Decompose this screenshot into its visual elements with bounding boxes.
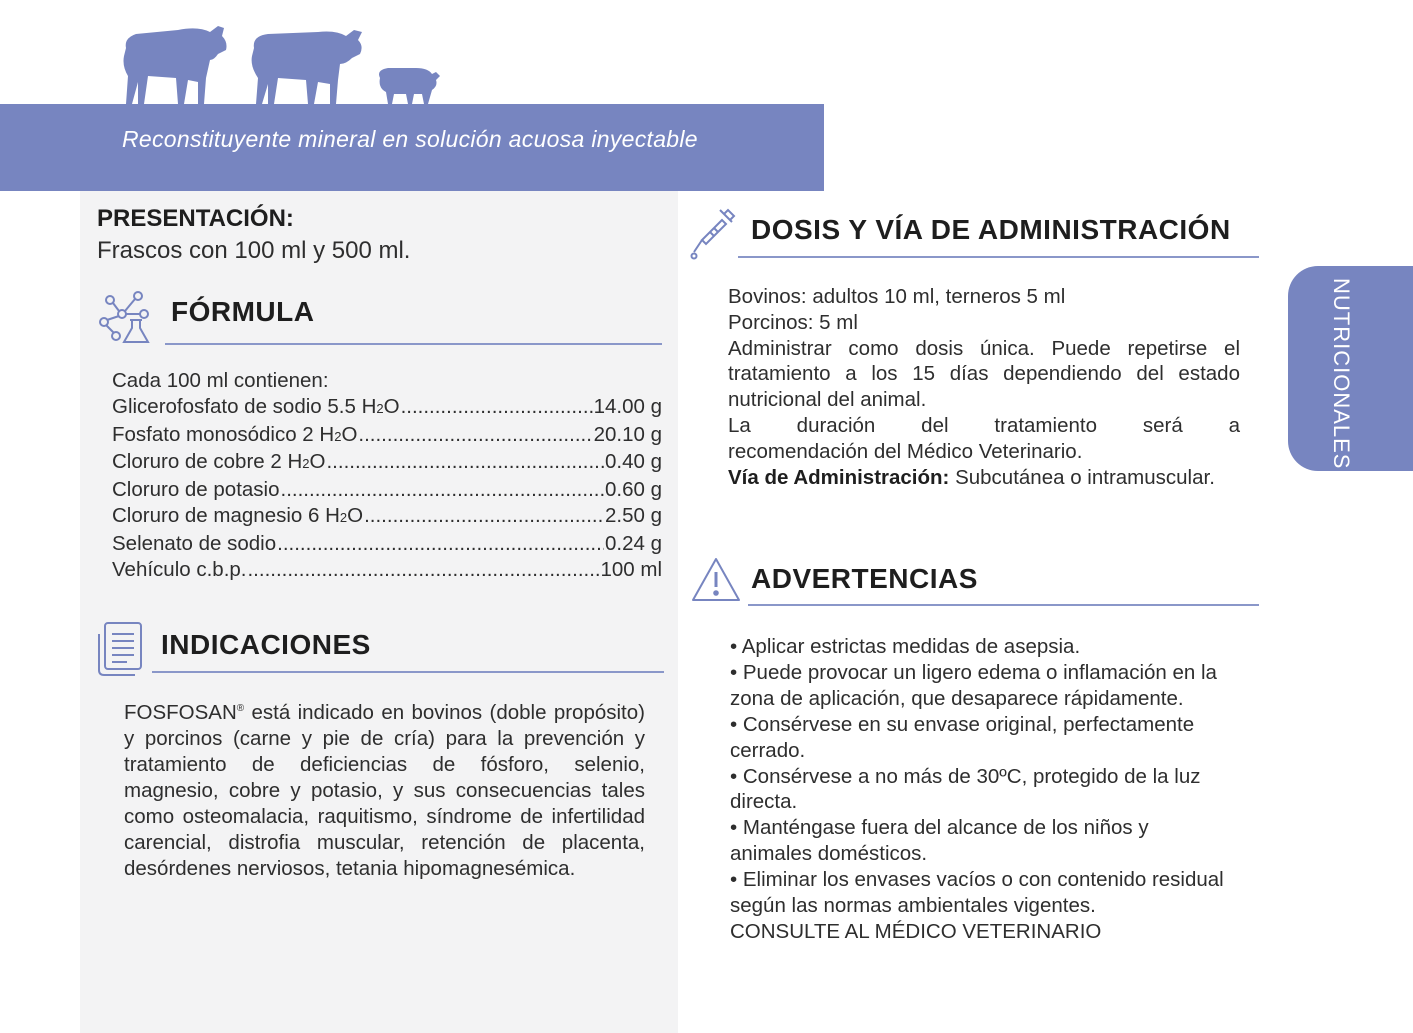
advertencias-closing: CONSULTE AL MÉDICO VETERINARIO <box>730 919 1102 943</box>
brand-name: FOSFOSAN <box>124 700 237 724</box>
ingredient-amount: 0.60 g <box>605 478 662 502</box>
dot-leader <box>281 477 604 503</box>
molecule-flask-icon <box>98 290 156 348</box>
dot-leader <box>277 531 604 557</box>
dot-leader <box>358 422 592 448</box>
ingredient-name: Glicerofosfato de sodio 5.5 H <box>112 394 377 418</box>
ingredient-name: Selenato de sodio <box>112 531 277 555</box>
route-label: Vía de Administración: <box>728 465 950 489</box>
ingredient-subscript: 2 <box>376 400 384 416</box>
ingredient-amount: 0.40 g <box>605 450 662 474</box>
livestock-silhouettes-icon <box>118 20 448 106</box>
ingredient-amount: 20.10 g <box>593 422 662 446</box>
formula-divider <box>165 343 662 345</box>
warning-item: • Puede provocar un ligero edema o inflamación en la zona de aplicación, que desaparece rápidamente. <box>730 660 1217 710</box>
formula-row <box>112 449 662 477</box>
formula-row <box>112 557 662 583</box>
ingredient-suffix: O <box>309 450 326 474</box>
formula-list <box>112 368 662 582</box>
warning-item: • Manténgase fuera del alcance de los niños y animales domésticos. <box>730 816 1149 866</box>
warning-item: • Eliminar los envases vacíos o con contenido residual según las normas ambientales vigentes. <box>730 868 1224 918</box>
ingredient-name: Cloruro de cobre 2 H <box>112 450 303 474</box>
formula-row <box>112 477 662 503</box>
ingredient-subscript: 2 <box>334 428 342 444</box>
registered-mark: ® <box>236 703 245 714</box>
dosis-route <box>728 465 1240 491</box>
indicaciones-text <box>124 696 645 882</box>
dot-leader <box>364 503 604 529</box>
ingredient-name: Cloruro de magnesio 6 H <box>112 503 340 527</box>
ingredient-suffix: O <box>383 394 400 418</box>
dosis-paragraph: Administrar como dosis única. Puede repetirse el tratamiento a los 15 días dependiendo del estado nutricional del animal. <box>728 336 1240 412</box>
dosis-divider <box>738 256 1259 258</box>
product-subtitle: Reconstituyente mineral en solución acuosa inyectable <box>122 126 698 152</box>
formula-intro: Cada 100 ml contienen: <box>112 369 329 392</box>
left-panel <box>80 191 678 1033</box>
ingredient-name: Cloruro de potasio <box>112 478 280 502</box>
formula-row <box>112 422 662 450</box>
ingredient-name: Fosfato monosódico 2 H <box>112 422 335 446</box>
dosis-title: DOSIS Y VÍA DE ADMINISTRACIÓN <box>751 214 1231 245</box>
advertencias-title: ADVERTENCIAS <box>751 563 978 594</box>
ingredient-subscript: 2 <box>339 509 348 525</box>
formula-row <box>112 531 662 557</box>
advertencias-list <box>730 634 1230 945</box>
dosis-duration-line2: recomendación del Médico Veterinario. <box>728 439 1083 463</box>
header-banner <box>0 104 824 191</box>
dot-leader <box>401 394 593 420</box>
advertencias-divider <box>748 604 1259 606</box>
dosis-bovinos: Bovinos: adultos 10 ml, terneros 5 ml <box>728 285 1066 308</box>
ingredient-suffix: O <box>347 503 364 527</box>
warning-triangle-icon <box>690 556 742 604</box>
dosis-duration-line1: La duración del tratamiento será a <box>728 413 1240 437</box>
warning-item: • Consérvese en su envase original, perfectamente cerrado. <box>730 712 1195 762</box>
dot-leader <box>247 557 599 583</box>
ingredient-name: Vehículo c.b.p. <box>112 557 247 581</box>
presentation-label: PRESENTACIÓN: <box>97 205 294 232</box>
indicaciones-title: INDICACIONES <box>161 629 371 660</box>
formula-row <box>112 394 662 422</box>
ingredient-amount: 14.00 g <box>593 394 662 418</box>
warning-item: • Aplicar estrictas medidas de asepsia. <box>730 635 1081 658</box>
dot-leader <box>326 449 604 475</box>
ingredient-suffix: O <box>341 422 358 446</box>
ingredient-amount: 0.24 g <box>605 531 662 555</box>
formula-title: FÓRMULA <box>171 296 315 327</box>
syringe-dropper-icon <box>690 206 738 262</box>
ingredient-subscript: 2 <box>302 456 310 472</box>
ingredient-amount: 100 ml <box>600 557 662 581</box>
category-tab-label: NUTRICIONALES <box>1329 278 1354 470</box>
document-list-icon <box>95 620 149 678</box>
dosis-porcinos: Porcinos: 5 ml <box>728 310 858 334</box>
warning-item: • Consérvese a no más de 30ºC, protegido de la luz directa. <box>730 764 1201 814</box>
ingredient-amount: 2.50 g <box>605 503 662 527</box>
indicaciones-divider <box>152 671 664 673</box>
category-tab[interactable] <box>1288 266 1413 471</box>
formula-row <box>112 503 662 531</box>
indicaciones-body: está indicado en bovinos (doble propósito) y porcinos (carne y pie de cría) para la prevención y tratamiento de deficiencias de fósforo, selenio, magnesio, cobre y potasio, y sus consecuencias tales como osteomalacia, raquitismo, síndrome de infertilidad carencial, distrofia muscular, retención de placenta, desórdenes nerviosos, tetania hipomagnesémica. <box>124 700 645 880</box>
route-value: Subcutánea o intramuscular. <box>949 465 1215 489</box>
dosis-text <box>728 284 1240 490</box>
presentation-value: Frascos con 100 ml y 500 ml. <box>97 237 411 264</box>
